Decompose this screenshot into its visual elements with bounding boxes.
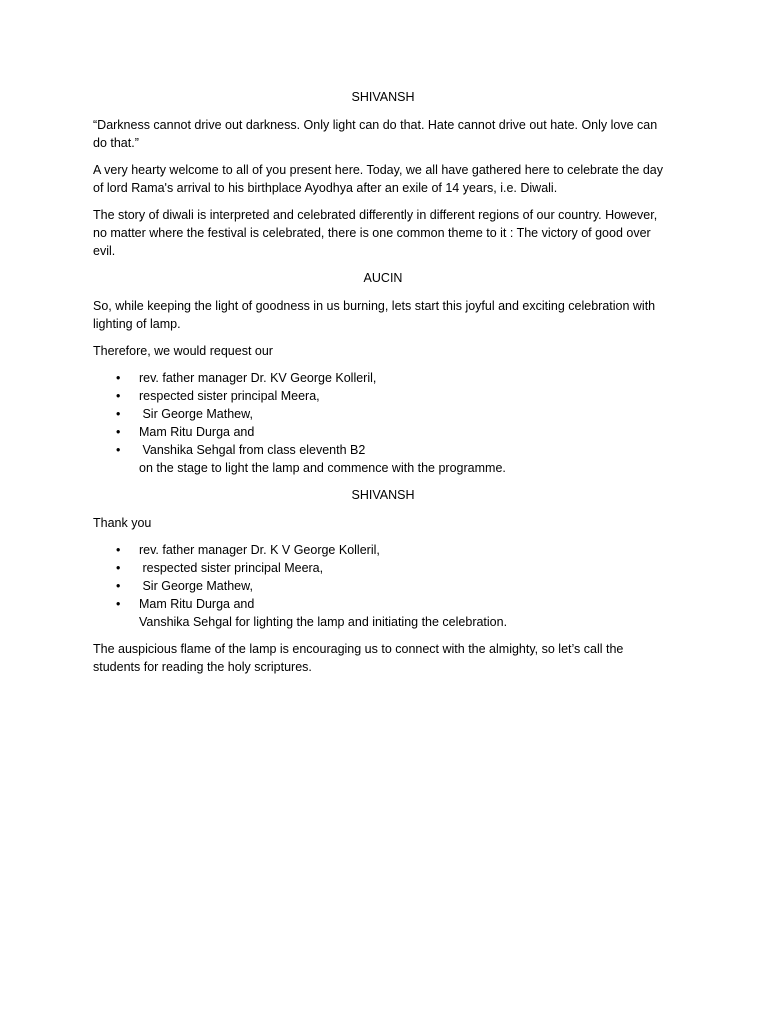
speaker-name: SHIVANSH [351, 90, 415, 104]
list-item-text: Sir George Mathew, [139, 579, 253, 593]
thanks-list [93, 541, 673, 631]
bullet-icon: • [116, 425, 121, 439]
list-item [93, 559, 673, 577]
lamp-intro-paragraph: So, while keeping the light of goodness in us burning, lets start this joyful and exciting celebration with lighting of lamp. [93, 299, 656, 331]
list-item [93, 541, 673, 559]
list-item-text: Mam Ritu Durga and [139, 597, 255, 611]
bullet-icon: • [116, 543, 121, 557]
bullet-icon: • [116, 443, 121, 457]
list-continuation-text: on the stage to light the lamp and commence with the programme. [139, 461, 506, 475]
story-paragraph: The story of diwali is interpreted and celebrated differently in different regions of our country. However, no matter where the festival is celebrated, there is one common theme to it : The victory of good over evil. [93, 208, 658, 258]
closing-paragraph: The auspicious flame of the lamp is encouraging us to connect with the almighty, so let’s call the students for reading the holy scriptures. [93, 642, 624, 674]
list-item [93, 595, 673, 613]
list-item-text: rev. father manager Dr. KV George Kolleril, [139, 371, 377, 385]
list-item-text: Sir George Mathew, [139, 407, 253, 421]
list-item-text: Vanshika Sehgal from class eleventh B2 [139, 443, 366, 457]
bullet-icon: • [116, 389, 121, 403]
list-continuation [93, 459, 673, 477]
list-continuation-text: Vanshika Sehgal for lighting the lamp and initiating the celebration. [139, 615, 508, 629]
list-item [93, 369, 673, 387]
bullet-icon: • [116, 579, 121, 593]
list-item-text: rev. father manager Dr. K V George Kolleril, [139, 543, 380, 557]
bullet-icon: • [116, 561, 121, 575]
request-paragraph: Therefore, we would request our [93, 344, 273, 358]
list-item [93, 577, 673, 595]
list-item [93, 405, 673, 423]
list-item-text: respected sister principal Meera, [139, 561, 324, 575]
bullet-icon: • [116, 597, 121, 611]
list-continuation [93, 613, 673, 631]
quote-paragraph: “Darkness cannot drive out darkness. Only light can do that. Hate cannot drive out hate. Only love can do that.” [93, 118, 658, 150]
bullet-icon: • [116, 407, 121, 421]
list-item [93, 423, 673, 441]
list-item [93, 387, 673, 405]
speaker-name: AUCIN [363, 271, 403, 285]
list-item-text: Mam Ritu Durga and [139, 425, 255, 439]
thanks-paragraph: Thank you [93, 516, 152, 530]
document-page [93, 88, 673, 685]
speaker-name: SHIVANSH [351, 488, 415, 502]
list-item [93, 441, 673, 459]
guest-list [93, 369, 673, 477]
bullet-icon: • [116, 371, 121, 385]
list-item-text: respected sister principal Meera, [139, 389, 320, 403]
welcome-paragraph: A very hearty welcome to all of you present here. Today, we all have gathered here to celebrate the day of lord Rama's arrival to his birthplace Ayodhya after an exile of 14 years, i.e. Diwali. [93, 163, 664, 195]
